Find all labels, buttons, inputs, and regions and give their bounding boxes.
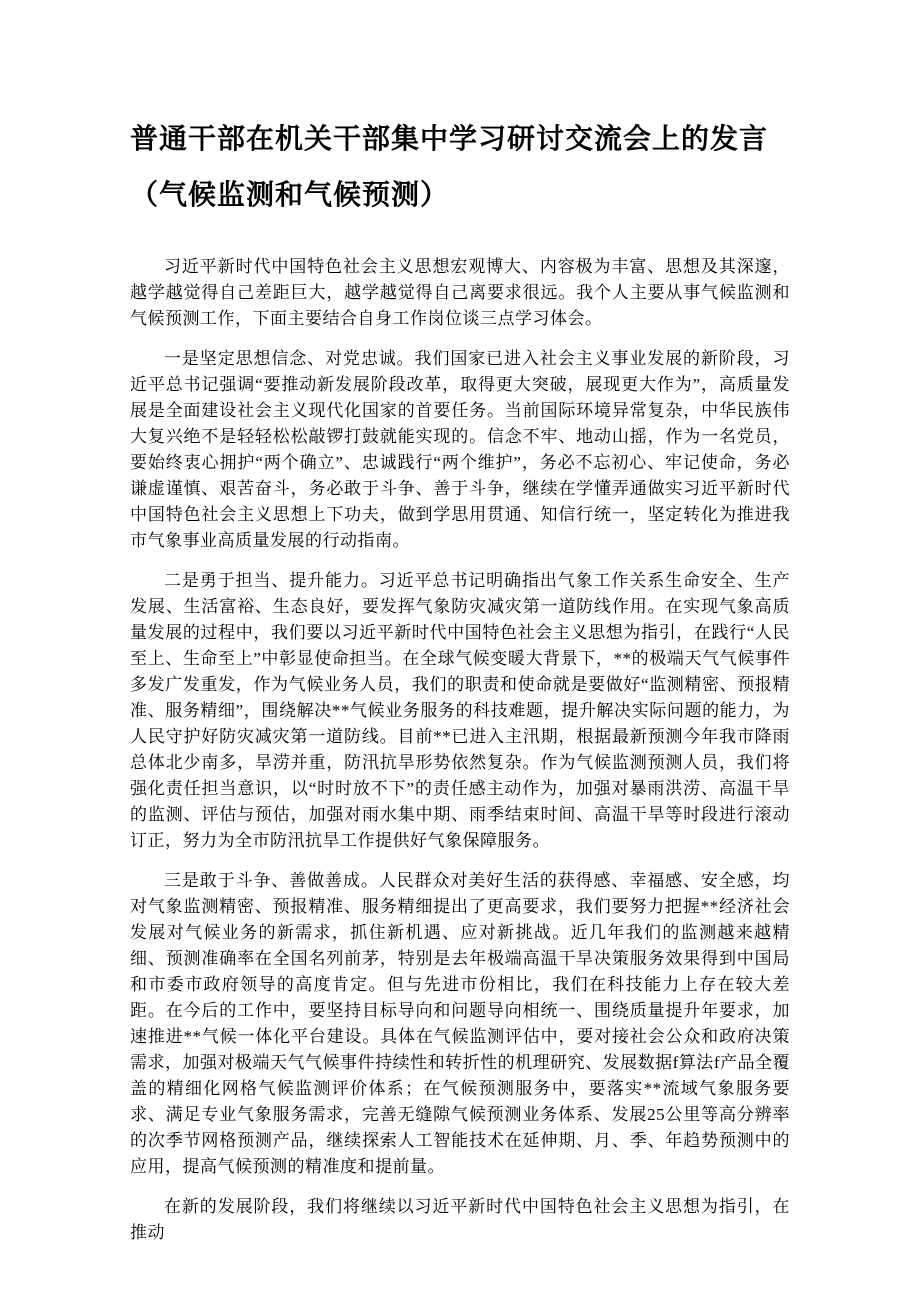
paragraph-intro: 习近平新时代中国特色社会主义思想宏观博大、内容极为丰富、思想及其深邃，越学越觉得自己差距巨大，越学越觉得自己离要求很远。我个人主要从事气候监测和气候预测工作，下面主要结合自身工作岗位谈三点学习体会。 xyxy=(130,257,790,328)
document-title xyxy=(130,112,790,224)
document-body xyxy=(130,254,790,1246)
document-title-line-1: 普通干部在机关干部集中学习研讨交流会上的发言 xyxy=(130,124,769,155)
paragraph-point-3: 三是敢于斗争、善做善成。人民群众对美好生活的获得感、幸福感、安全感，均对气象监测精密、预报精准、服务精细提出了更高要求，我们要努力把握**经济社会发展对气候业务的新需求，抓住新机遇、应对新挑战。近几年我们的监测越来越精细、预测准确率在全国名列前茅，特别是去年极端高温干旱决策服务效果得到中国局和市委市政府领导的高度肯定。但与先进市份相比，我们在科技能力上存在较大差距。在今后的工作中，要坚持目标导向和问题导向相统一、围绕质量提升年要求，加速推进**气候一体化平台建设。具体在气候监测评估中，要对接社会公众和政府决策需求，加强对极端天气气候事件持续性和转折性的机理研究、发展数据f算法f产品全覆盖的精细化网格气候监测评价体系；在气候预测服务中，要落实**流域气象服务要求、满足专业气象服务需求，完善无缝隙气候预测业务体系、发展25公里等高分辨率的次季节网格预测产品，继续探索人工智能技术在延伸期、月、季、年趋势预测中的应用，提高气候预测的精准度和提前量。 xyxy=(130,871,790,1176)
paragraph-point-2: 二是勇于担当、提升能力。习近平总书记明确指出气象工作关系生命安全、生产发展、生活富裕、生态良好，要发挥气象防灾减灾第一道防线作用。在实现气象高质量发展的过程中，我们要以习近平新时代中国特色社会主义思想为指引，在践行“人民至上、生命至上”中彰显使命担当。在全球气候变暖大背景下，**的极端天气气候事件多发广发重发，作为气候业务人员，我们的职责和使命就是要做好“监测精密、预报精准、服务精细”，围绕解决**气候业务服务的科技难题，提升解决实际问题的能力，为人民守护好防灾减灾第一道防线。目前**已进入主汛期，根据最新预测今年我市降雨总体北少南多，旱涝并重，防汛抗旱形势依然复杂。作为气候监测预测人员，我们将强化责任担当意识，以“时时放不下”的责任感主动作为，加强对暴雨洪涝、高温干旱的监测、评估与预估，加强对雨水集中期、雨季结束时间、高温干旱等时段进行滚动订正，努力为全市防汛抗旱工作提供好气象保障服务。 xyxy=(130,571,790,850)
paragraph-point-1: 一是坚定思想信念、对党忠诚。我们国家已进入社会主义事业发展的新阶段，习近平总书记强调“要推动新发展阶段改革，取得更大突破，展现更大作为”，高质量发展是全面建设社会主义现代化国家的首要任务。当前国际环境异常复杂，中华民族伟大复兴绝不是轻轻松松敲锣打鼓就能实现的。信念不牢、地动山摇，作为一名党员，要始终衷心拥护“两个确立”、忠诚践行“两个维护”，务必不忘初心、牢记使命，务必谦虚谨慎、艰苦奋斗，务必敢于斗争、善于斗争，继续在学懂弄通做实习近平新时代中国特色社会主义思想上下功夫，做到学思用贯通、知信行统一，坚定转化为推进我市气象事业高质量发展的行动指南。 xyxy=(130,349,790,550)
paragraph-closing: 在新的发展阶段，我们将继续以习近平新时代中国特色社会主义思想为指引，在推动 xyxy=(130,1197,790,1242)
document-title-line-2: （气候监测和气候预测） xyxy=(130,180,450,211)
